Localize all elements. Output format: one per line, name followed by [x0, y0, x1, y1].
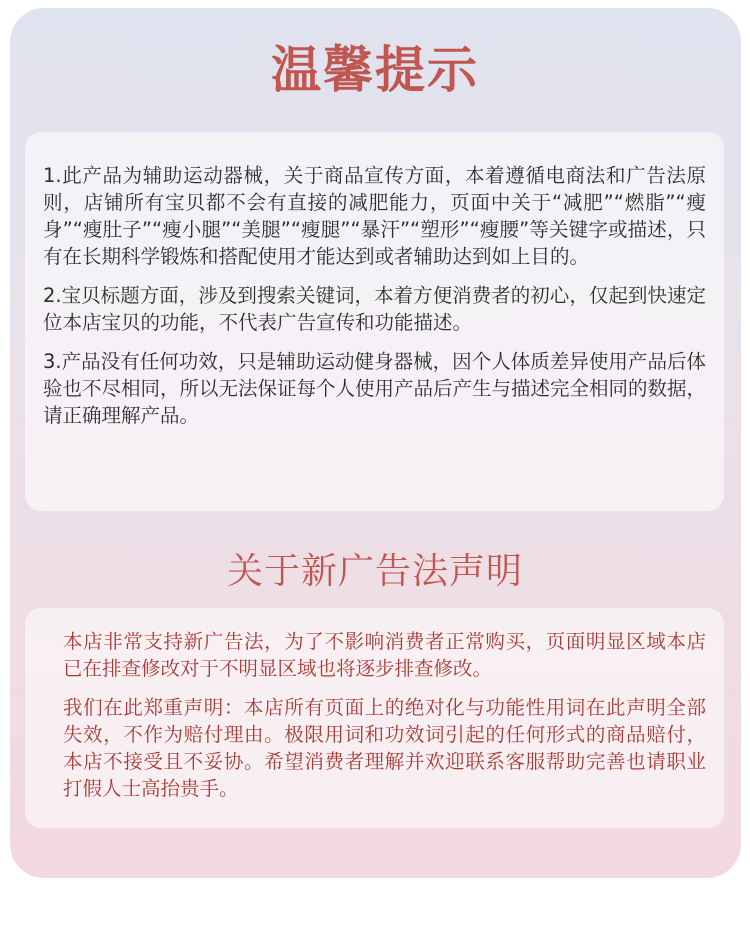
notice-paragraph-3: 3.产品没有任何功效，只是辅助运动健身器械，因个人体质差异使用产品后体验也不尽相同，所以无法保证每个人使用产品后产生与描述完全相同的数据，请正确理解产品。	[43, 350, 707, 427]
notice-paragraph-1: 1.此产品为辅助运动器械，关于商品宣传方面，本着遵循电商法和广告法原则，店铺所有宝贝都不会有直接的减肥能力，页面中关于“减肥”“燃脂”“瘦身”“瘦肚子”“瘦小腿”“美腿”“瘦腿”“暴汗”“塑形”“瘦腰”等关键字或描述，只有在长期科学锻炼和搭配使用才能达到或者辅助达到如上目的。	[43, 164, 706, 268]
notice-card	[25, 132, 724, 511]
declaration-paragraph-1: 本店非常支持新广告法，为了不影响消费者正常购买，页面明显区域本店已在排查修改对于不明显区域也将逐步排查修改。	[63, 630, 706, 680]
declaration-card	[25, 608, 724, 828]
notice-paragraph-2: 2.宝贝标题方面，涉及到搜索关键词，本着方便消费者的初心，仅起到快速定位本店宝贝的功能，不代表广告宣传和功能描述。	[43, 284, 706, 334]
declaration-paragraph-2: 我们在此郑重声明：本店所有页面上的绝对化与功能性用词在此声明全部失效，不作为赔付理由。极限用词和功效词引起的任何形式的商品赔付，本店不接受且不妥协。希望消费者理解并欢迎联系客服帮助完善也请职业打假人士高抬贵手。	[63, 696, 706, 800]
section-title: 关于新广告法声明	[226, 551, 523, 592]
page-title: 温馨提示	[271, 41, 479, 99]
